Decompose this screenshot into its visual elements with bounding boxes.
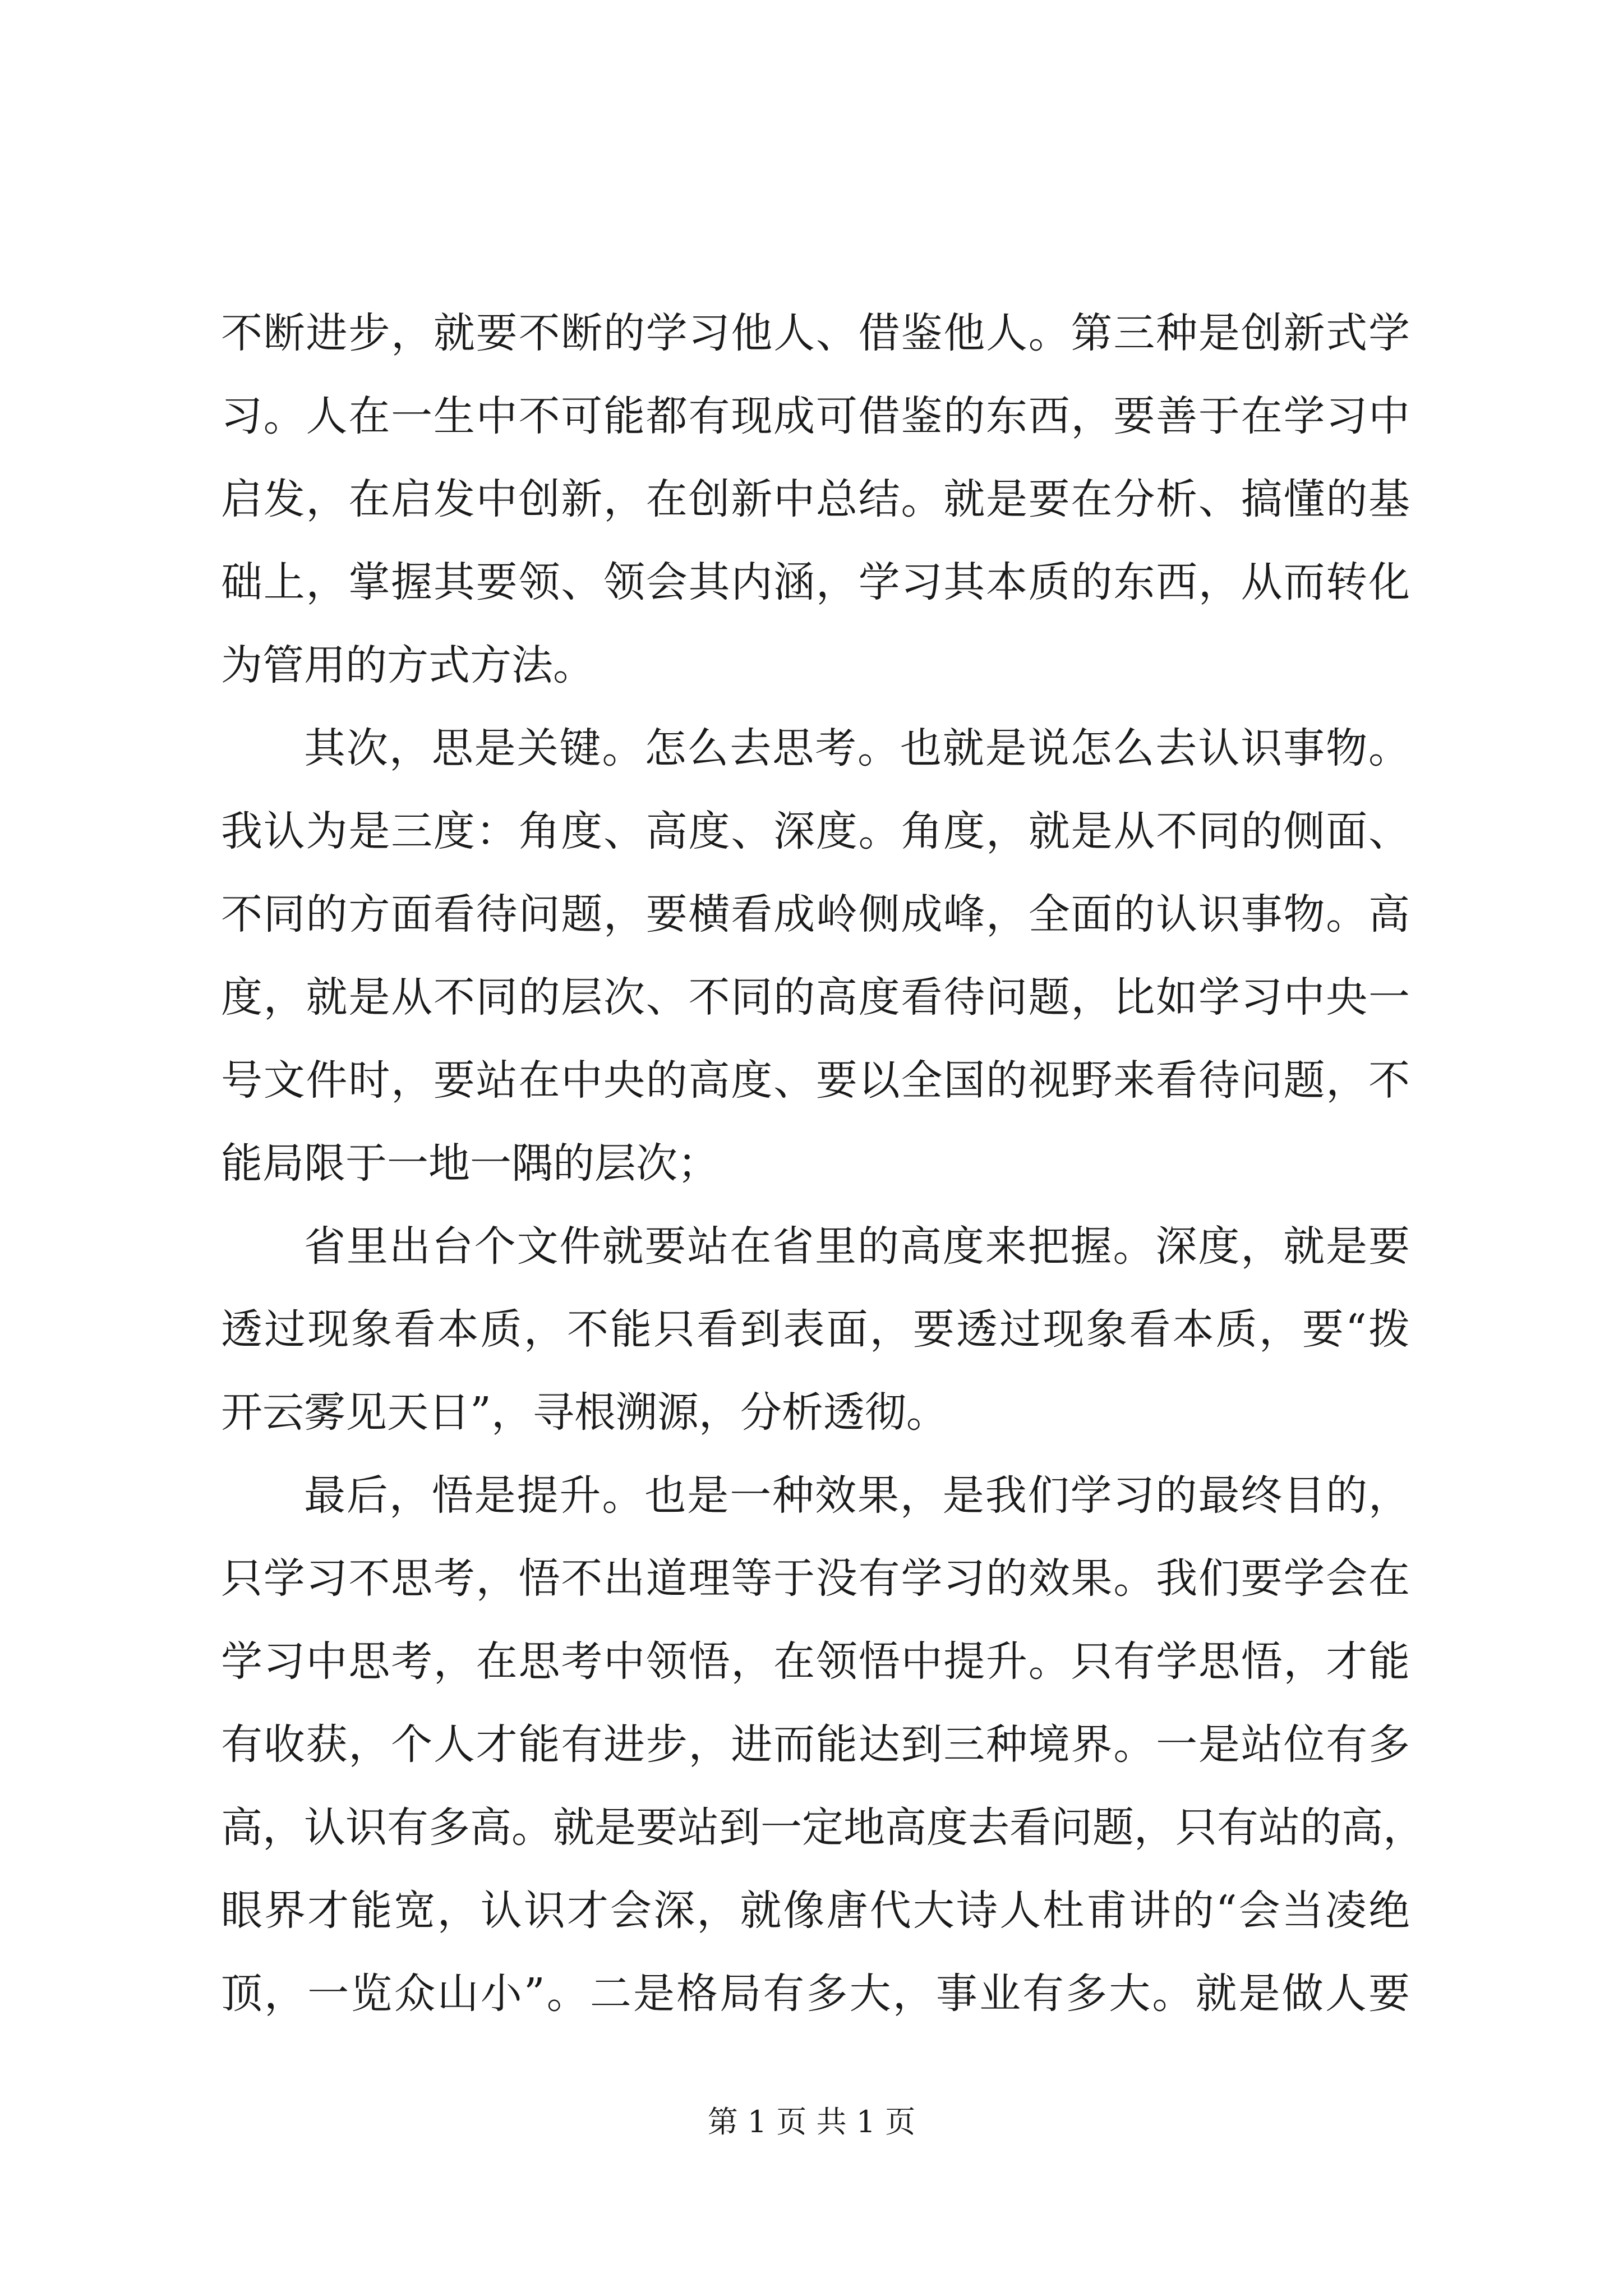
text-line: 不同的方面看待问题，要横看成岭侧成峰，全面的认识事物。高 [221,890,1410,938]
text-line: 高，认识有多高。就是要站到一定地高度去看问题，只有站的高， [221,1803,1424,1852]
text-line: 启发，在启发中创新，在创新中总结。就是要在分析、搞懂的基 [221,475,1410,523]
text-line: 不断进步，就要不断的学习他人、借鉴他人。第三种是创新式学 [221,309,1410,357]
text-line: 省里出台个文件就要站在省里的高度来把握。深度，就是要 [304,1222,1410,1271]
text-line: 透过现象看本质，不能只看到表面，要透过现象看本质，要“拨 [221,1305,1410,1354]
text-line: 开云雾见天日”，寻根溯源，分析透彻。 [221,1388,948,1437]
text-line: 能局限于一地一隅的层次； [221,1139,719,1188]
text-line: 只学习不思考，悟不出道理等于没有学习的效果。我们要学会在 [221,1554,1410,1603]
text-line: 习。人在一生中不可能都有现成可借鉴的东西，要善于在学习中 [221,392,1410,440]
text-line: 度，就是从不同的层次、不同的高度看待问题，比如学习中央一 [221,973,1410,1022]
text-line: 有收获，个人才能有进步，进而能达到三种境界。一是站位有多 [221,1720,1410,1769]
text-line: 眼界才能宽，认识才会深，就像唐代大诗人杜甫讲的“会当凌绝 [221,1887,1410,1935]
text-line: 最后，悟是提升。也是一种效果，是我们学习的最终目的， [304,1471,1410,1520]
text-line: 我认为是三度：角度、高度、深度。角度，就是从不同的侧面、 [221,807,1410,855]
text-line: 顶，一览众山小”。二是格局有多大，事业有多大。就是做人要 [221,1970,1410,2018]
page-footer [0,2098,1623,2141]
body-text [221,292,1424,2035]
text-line: 础上，掌握其要领、领会其内涵，学习其本质的东西，从而转化 [221,558,1410,606]
text-line: 学习中思考，在思考中领悟，在领悟中提升。只有学思悟，才能 [221,1637,1410,1686]
text-line: 为管用的方式方法。 [221,641,594,689]
text-line: 其次，思是关键。怎么去思考。也就是说怎么去认识事物。 [304,724,1410,772]
text-line: 号文件时，要站在中央的高度、要以全国的视野来看待问题，不 [221,1056,1410,1105]
page-number-label: 第 1 页 共 1 页 [707,2104,916,2139]
